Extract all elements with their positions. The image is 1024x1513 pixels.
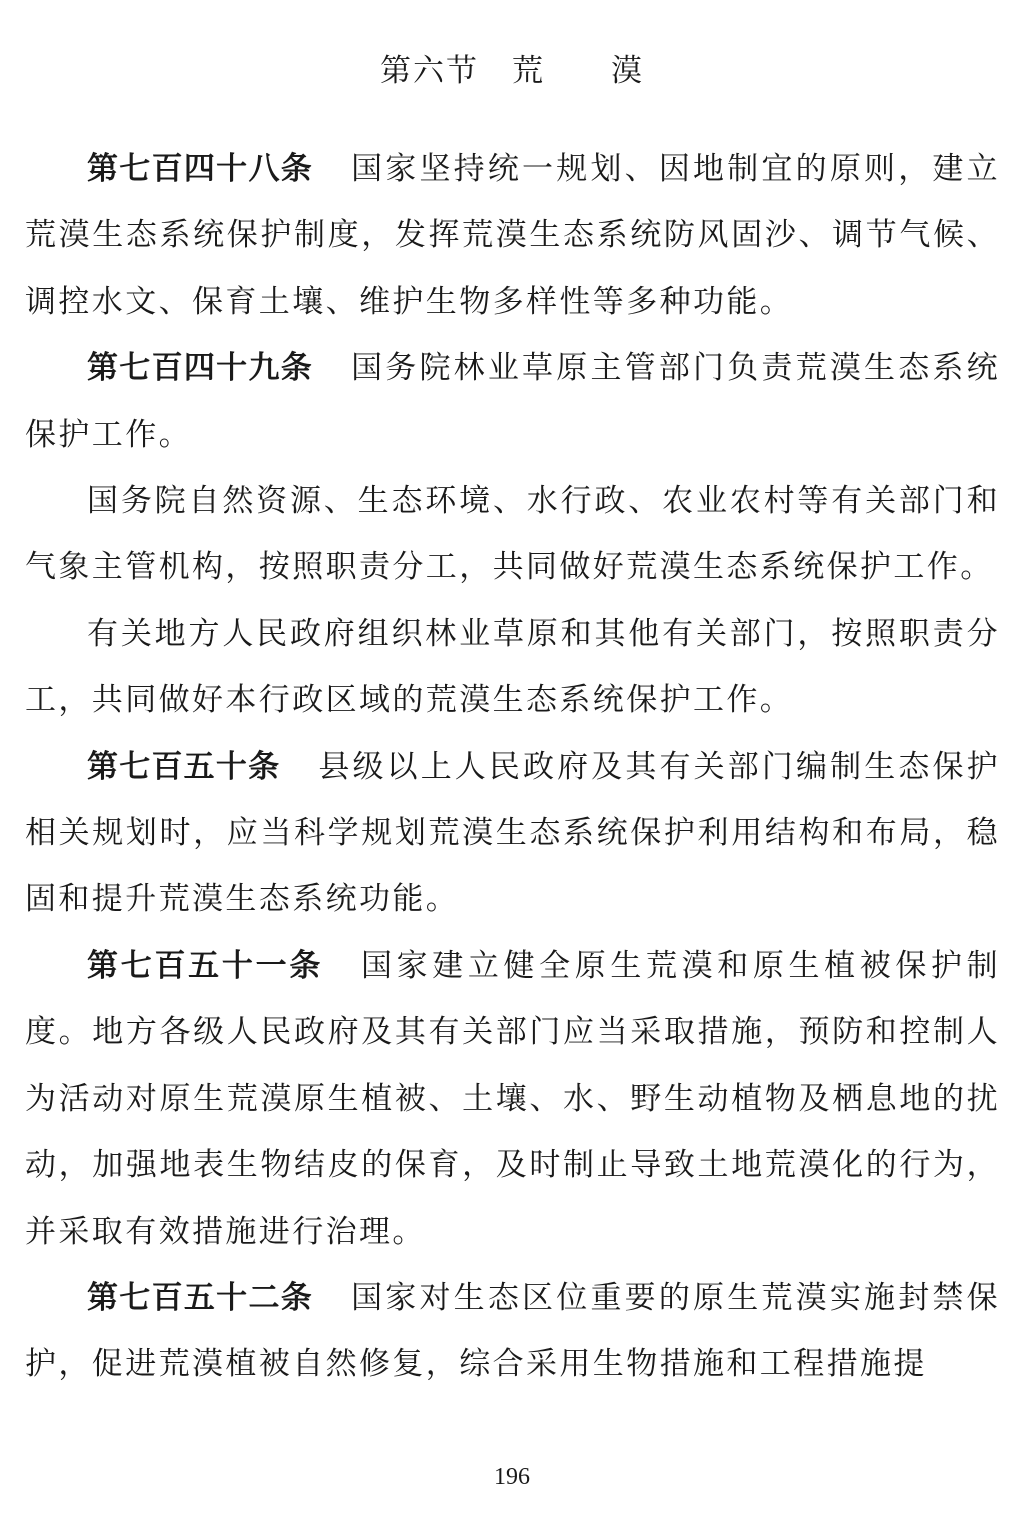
section-title: 第六节 荒 漠	[380, 53, 644, 89]
article-number: 第七百四十八条	[87, 151, 314, 187]
clause-text: 有关地方人民政府组织林业草原和其他有关部门，按照职责分工，共同做好本行政区域的荒漠生态系统保护工作。	[25, 615, 1000, 719]
article-number: 第七百五十二条	[87, 1279, 314, 1316]
article-paragraph	[25, 933, 1000, 1265]
clause-paragraph	[25, 468, 1000, 601]
article-number: 第七百五十一条	[87, 947, 324, 984]
article-text: 国家建立健全原生荒漠和原生植被保护制度。地方各级人民政府及其有关部门应当采取措施，预防和控制人为活动对原生荒漠原生植被、土壤、水、野生动植物及栖息地的扰动，加强地表生物结皮的保育，及时制止导致土地荒漠化的行为，并采取有效措施进行治理。	[25, 947, 1000, 1250]
article-text: 国家坚持统一规划、因地制宜的原则，建立荒漠生态系统保护制度，发挥荒漠生态系统防风固沙、调节气候、调控水文、保育土壤、维护生物多样性等多种功能。	[25, 151, 1000, 320]
clause-paragraph	[25, 601, 1000, 734]
article-number: 第七百五十条	[87, 748, 281, 785]
article-paragraph	[25, 136, 1000, 335]
document-body	[25, 136, 1000, 1398]
article-text: 国家对生态区位重要的原生荒漠实施封禁保护，促进荒漠植被自然修复，综合采用生物措施和工程措施提	[25, 1279, 1000, 1383]
article-number: 第七百四十九条	[87, 350, 314, 387]
page-number: 196	[494, 1464, 530, 1490]
article-paragraph	[25, 1265, 1000, 1398]
article-text: 县级以上人民政府及其有关部门编制生态保护相关规划时，应当科学规划荒漠生态系统保护利用结构和布局，稳固和提升荒漠生态系统功能。	[25, 748, 1001, 918]
clause-text: 国务院自然资源、生态环境、水行政、农业农村等有关部门和气象主管机构，按照职责分工，共同做好荒漠生态系统保护工作。	[25, 483, 1000, 586]
article-paragraph	[25, 734, 1000, 933]
article-paragraph	[25, 335, 1000, 468]
article-text: 国务院林业草原主管部门负责荒漠生态系统保护工作。	[25, 350, 1000, 453]
